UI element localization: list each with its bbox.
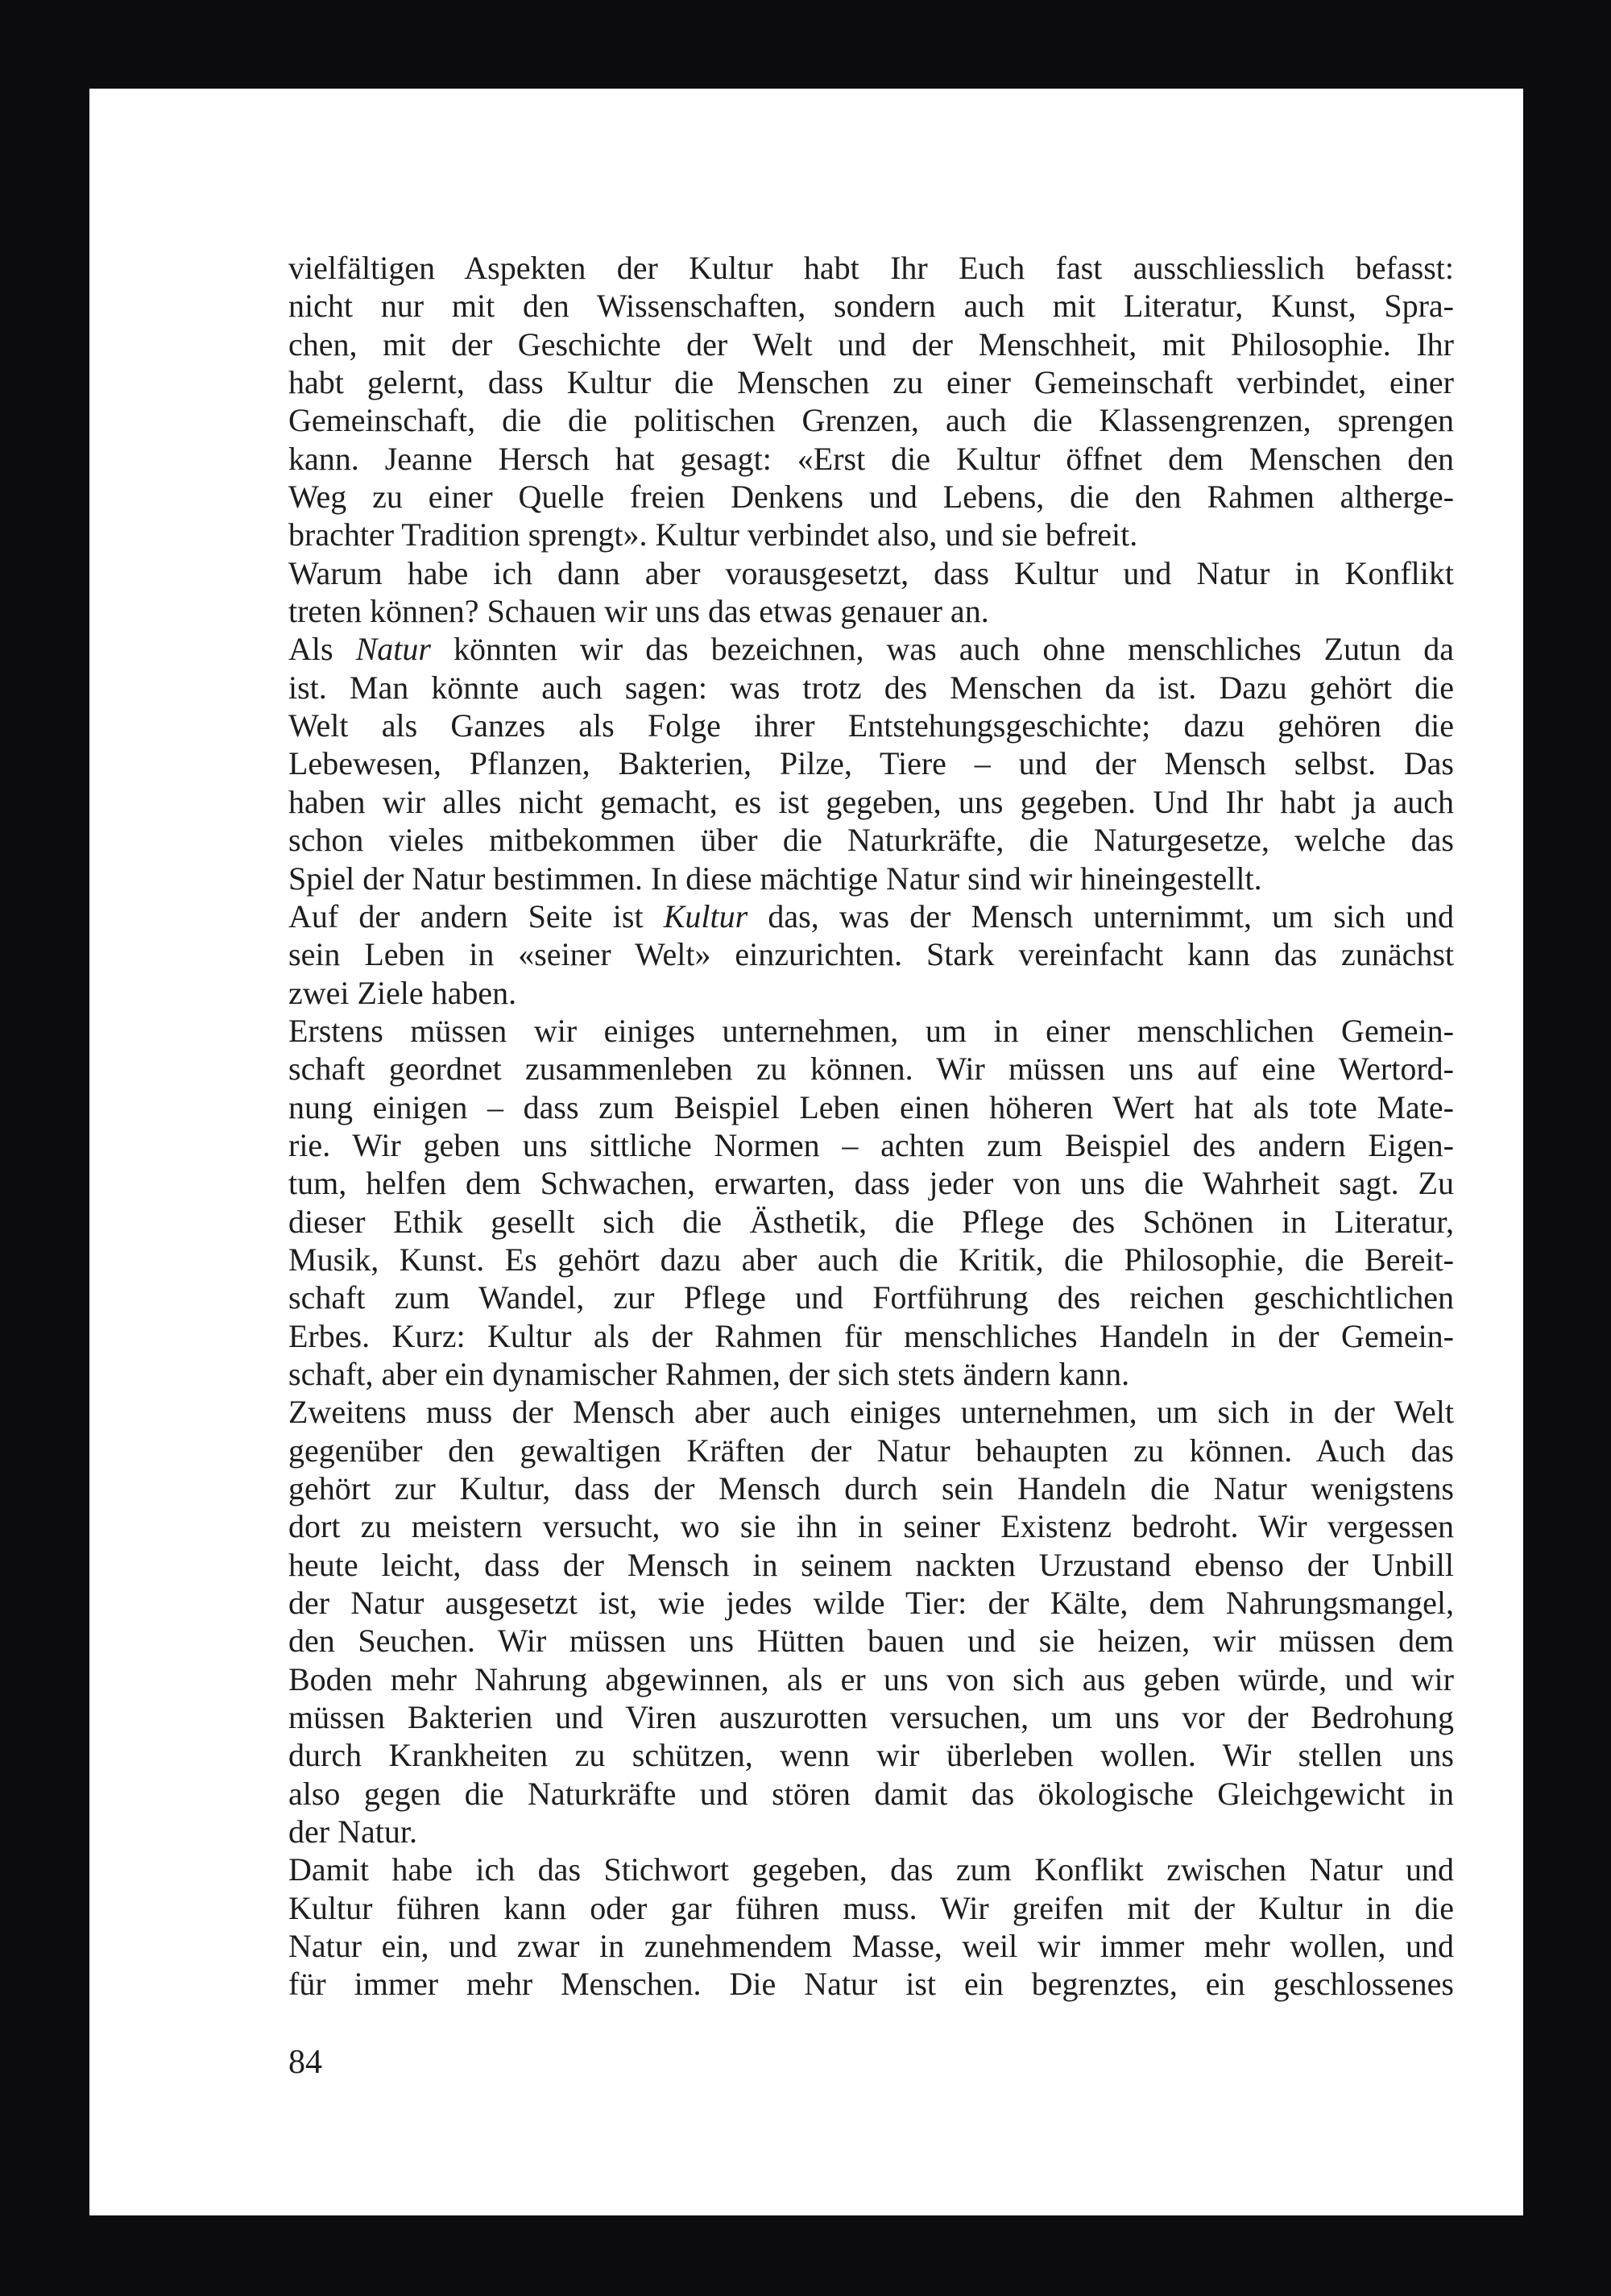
text-line: der Natur. <box>288 1813 417 1850</box>
text-line <box>288 897 1454 935</box>
text-line: gehört zur Kultur, dass der Mensch durch sein Handeln die Natur wenigstens <box>288 1470 1454 1506</box>
text-line: der Natur ausgesetzt ist, wie jedes wilde Tier: der Kälte, dem Nahrungsmangel, <box>288 1585 1454 1622</box>
text-line: Welt als Ganzes als Folge ihrer Entstehungsgeschichte; dazu gehören die <box>288 707 1454 744</box>
text-line: kann. Jeanne Hersch hat gesagt: «Erst die Kultur öffnet dem Menschen den <box>288 440 1454 477</box>
text-line: dort zu meistern versucht, wo sie ihn in seiner Existenz bedroht. Wir vergessen <box>288 1508 1454 1545</box>
text-line: dieser Ethik gesellt sich die Ästhetik, die Pflege des Schönen in Literatur, <box>288 1203 1454 1240</box>
text-line: schon vieles mitbekommen über die Naturkräfte, die Naturgesetze, welche das <box>288 822 1454 859</box>
italic-term: Kultur <box>663 897 748 935</box>
text-line: Erstens müssen wir einiges unternehmen, um in einer menschlichen Gemein- <box>288 1012 1454 1049</box>
text-line: nung einigen – dass zum Beispiel Leben einen höheren Wert hat als tote Mate- <box>288 1088 1454 1125</box>
page-number: 84 <box>288 2044 322 2081</box>
text-line: zwei Ziele haben. <box>288 974 517 1011</box>
text-segment: Auf der andern Seite ist <box>288 897 664 935</box>
text-line: tum, helfen dem Schwachen, erwarten, dass jeder von uns die Wahrheit sagt. Zu <box>288 1165 1454 1202</box>
text-line: Spiel der Natur bestimmen. In diese mächtige Natur sind wir hineingestellt. <box>288 860 1262 897</box>
text-line: schaft zum Wandel, zur Pflege und Fortführung des reichen geschichtlichen <box>288 1279 1454 1316</box>
text-line: Lebewesen, Pflanzen, Bakterien, Pilze, Tiere – und der Mensch selbst. Das <box>288 745 1454 782</box>
text-line: Warum habe ich dann aber vorausgesetzt, dass Kultur und Natur in Konflikt <box>288 554 1454 591</box>
text-line: den Seuchen. Wir müssen uns Hütten bauen und sie heizen, wir müssen dem <box>288 1623 1454 1660</box>
text-line: also gegen die Naturkräfte und stören damit das ökologische Gleichgewicht in <box>288 1775 1454 1812</box>
text-line: brachter Tradition sprengt». Kultur verbindet also, und sie befreit. <box>288 516 1138 553</box>
text-segment: könnten wir das bezeichnen, was auch ohne menschliches Zutun da <box>430 631 1454 668</box>
text-line: vielfältigen Aspekten der Kultur habt Ihr Euch fast ausschliesslich befasst: <box>288 250 1454 286</box>
text-line: treten können? Schauen wir uns das etwas genauer an. <box>288 593 989 630</box>
text-line: Gemeinschaft, die die politischen Grenzen, auch die Klassengrenzen, sprengen <box>288 402 1454 439</box>
text-line: gegenüber den gewaltigen Kräften der Natur behaupten zu können. Auch das <box>288 1432 1454 1469</box>
text-segment: das, was der Mensch unternimmt, um sich und <box>748 897 1454 935</box>
text-line: sein Leben in «seiner Welt» einzurichten. Stark vereinfacht kann das zunächst <box>288 936 1454 973</box>
text-line: rie. Wir geben uns sittliche Normen – achten zum Beispiel des andern Eigen- <box>288 1126 1454 1163</box>
text-line: Kultur führen kann oder gar führen muss. Wir greifen mit der Kultur in die <box>288 1889 1454 1926</box>
text-line: Zweitens muss der Mensch aber auch einiges unternehmen, um sich in der Welt <box>288 1394 1454 1431</box>
text-line: Musik, Kunst. Es gehört dazu aber auch die Kritik, die Philosophie, die Bereit- <box>288 1241 1454 1278</box>
text-line: Boden mehr Nahrung abgewinnen, als er uns von sich aus geben würde, und wir <box>288 1660 1454 1697</box>
text-line <box>288 630 1454 668</box>
text-line: Erbes. Kurz: Kultur als der Rahmen für menschliches Handeln in der Gemein- <box>288 1317 1454 1354</box>
italic-term: Natur <box>355 631 431 668</box>
text-line: habt gelernt, dass Kultur die Menschen zu einer Gemeinschaft verbindet, einer <box>288 364 1454 401</box>
text-line: heute leicht, dass der Mensch in seinem nackten Urzustand ebenso der Unbill <box>288 1546 1454 1583</box>
text-line: durch Krankheiten zu schützen, wenn wir überleben wollen. Wir stellen uns <box>288 1737 1454 1774</box>
text-line: Natur ein, und zwar in zunehmendem Masse, weil wir immer mehr wollen, und <box>288 1928 1454 1965</box>
text-line: ist. Man könnte auch sagen: was trotz des Menschen da ist. Dazu gehört die <box>288 669 1454 706</box>
text-line: haben wir alles nicht gemacht, es ist gegeben, uns gegeben. Und Ihr habt ja auch <box>288 783 1454 820</box>
text-line: für immer mehr Menschen. Die Natur ist ein begrenztes, ein geschlossenes <box>288 1966 1454 2003</box>
text-line: Weg zu einer Quelle freien Denkens und Lebens, die den Rahmen altherge- <box>288 479 1454 516</box>
text-line: schaft geordnet zusammenleben zu können. Wir müssen uns auf eine Wertord- <box>288 1051 1454 1088</box>
text-line: schaft, aber ein dynamischer Rahmen, der sich stets ändern kann. <box>288 1355 1130 1392</box>
text-line: chen, mit der Geschichte der Welt und der Menschheit, mit Philosophie. Ihr <box>288 325 1454 363</box>
body-text <box>288 249 1454 2004</box>
text-segment: Als <box>288 631 356 668</box>
text-line: müssen Bakterien und Viren auszurotten versuchen, um uns vor der Bedrohung <box>288 1699 1454 1736</box>
text-line: nicht nur mit den Wissenschaften, sondern auch mit Literatur, Kunst, Spra- <box>288 288 1454 325</box>
text-line: Damit habe ich das Stichwort gegeben, das zum Konflikt zwischen Natur und <box>288 1851 1454 1888</box>
